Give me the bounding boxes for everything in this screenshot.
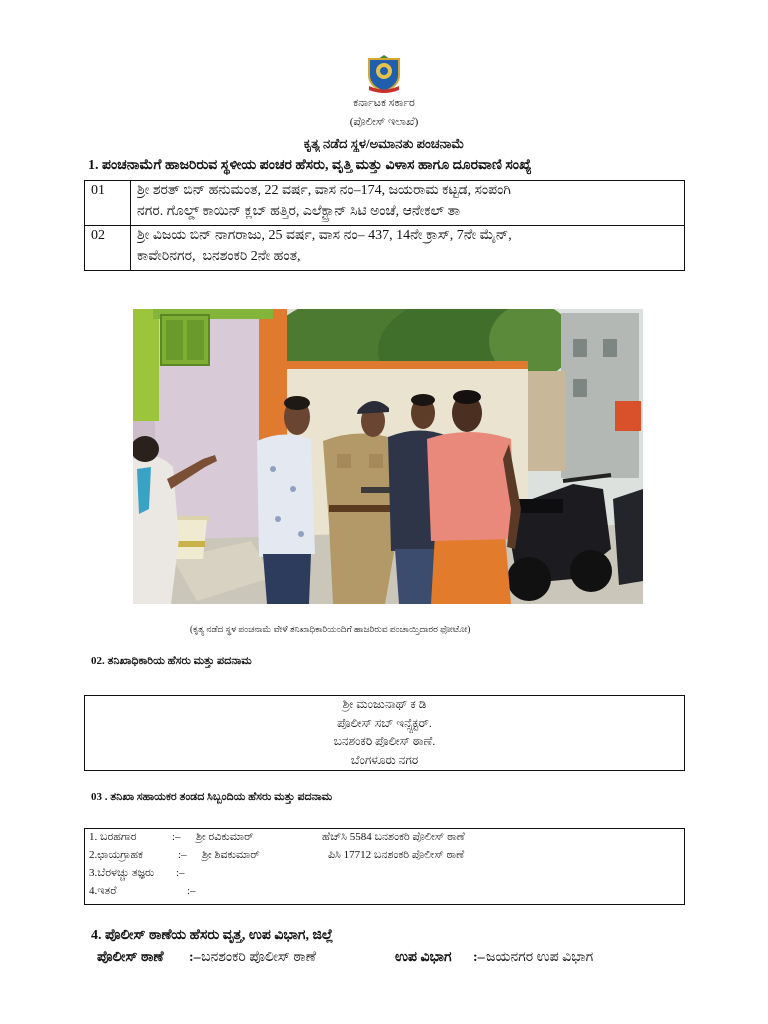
karnataka-police-emblem-icon	[364, 54, 404, 96]
photo-man-lungi	[431, 534, 511, 604]
staff-role: 2.ಛಾಯಗ್ರಾಹಕ	[89, 849, 143, 861]
section3-heading: 03 . ತನಿಖಾ ಸಹಾಯಕರ ತಂಡದ ಸಿಬ್ಬಂದಿಯ ಹೆಸರು ಮತ್ತು ಪದನಾಮ	[91, 791, 333, 803]
witness-details-line: ಶ್ರೀ ಶರತ್ ಬಿನ್ ಹನುಮಂತ, 22 ವರ್ಷ, ವಾಸ ನಂ–174, ಜಯರಾಮ ಕಟ್ಟಡ, ಸಂಪಂಗಿ	[137, 183, 511, 198]
station-separator: :–	[189, 950, 201, 965]
section2-heading: 02. ತನಿಖಾಧಿಕಾರಿಯ ಹೆಸರು ಮತ್ತು ಪದನಾಮ	[91, 655, 252, 667]
station-details-line	[97, 948, 697, 967]
photo-green-building	[133, 309, 159, 421]
staff-designation: ಪಿಸಿ 17712 ಬನಶಂಕರಿ ಪೊಲೀಸ್ ಠಾಣೆ	[328, 849, 465, 861]
witness-details-line: ನಗರ. ಗೊಲ್ಡ್ ಕಾಯಿನ್ ಕ್ಲಬ್ ಹತ್ತಿರ, ಎಲೆಕ್ಟ್ರಾನ್ ಸಿಟಿ ಅಂಚೆ, ಆನೇಕಲ್ ತಾ	[137, 204, 461, 219]
subdivision-label: ಉಪ ವಿಭಾಗ	[395, 950, 452, 965]
staff-name: ಶ್ರೀ ರವಿಕುಮಾರ್	[196, 831, 254, 843]
photo-woman-saree-border	[137, 467, 151, 514]
witness-details	[131, 181, 684, 225]
station-label: ಪೊಲೀಸ್ ಠಾಣೆ	[97, 950, 164, 965]
investigating-officer-box	[84, 695, 685, 771]
government-name: ಕರ್ನಾಟಕ ಸರ್ಕಾರ	[353, 97, 415, 109]
station-value: ಬನಶಂಕರಿ ಪೊಲೀಸ್ ಠಾಣೆ	[201, 950, 316, 965]
subdivision-separator: :–	[473, 950, 485, 965]
photo-caption: (ಕೃತ್ಯ ನಡೆದ ಸ್ಥಳ ಪಂಚನಾಮೆ ವೇಳೆ ತನಿಖಾಧಿಕಾರಿಯಂದಿಗೆ ಹಾಜರಿರುವ ಪಂಚಾಯ್ತಿದಾರರ ಫೋಟೋ)	[190, 624, 471, 634]
photo-wall-coping	[283, 361, 528, 369]
staff-separator: :–	[178, 849, 187, 861]
witness-details-line: ಕಾವೇರಿನಗರ, ಬನಶಂಕರಿ 2ನೇ ಹಂತ,	[137, 249, 301, 264]
photo-window-pane	[166, 320, 183, 360]
photo-window-pane	[187, 320, 204, 360]
photo-shirt-print	[290, 486, 296, 492]
staff-role: 3.ಬೆರಳಚ್ಚು ತಜ್ಞರು	[89, 867, 155, 879]
officer-station: ಬನಶಂಕರಿ ಪೊಲೀಸ್ ಠಾಣೆ.	[333, 734, 436, 748]
staff-row	[89, 883, 684, 901]
staff-row	[89, 865, 684, 883]
photo-building-window	[573, 379, 587, 397]
photo-building-window	[603, 339, 617, 357]
photo-police-belt	[329, 505, 397, 512]
photo-man-jeans	[263, 554, 311, 604]
photo-man-pink-shirt	[427, 432, 515, 541]
officer-name: ಶ್ರೀ ಮಂಜುನಾಥ್ ಕ ಡಿ	[342, 697, 427, 711]
photo-man-hair	[411, 394, 435, 406]
photo-right-building	[561, 313, 639, 478]
staff-role: 1. ಬರಹಗಾರ	[89, 831, 137, 843]
row-number: 01	[85, 181, 131, 225]
staff-separator: :–	[187, 885, 196, 897]
table-row	[85, 226, 684, 270]
staff-designation: ಹೆಚ್‌ಸಿ 5584 ಬನಶಂಕರಿ ಪೊಲೀಸ್ ಠಾಣೆ	[322, 831, 465, 843]
photo-police-uniform	[323, 433, 399, 604]
panch-witness-table	[84, 180, 685, 271]
witness-details	[131, 226, 684, 270]
officer-city: ಬೆಂಗಳೂರು ನಗರ	[350, 752, 419, 767]
photo-bucket-stripe	[174, 541, 205, 547]
photo-man-hair	[284, 396, 310, 410]
section4-heading: 4. ಪೊಲೀಸ್ ಠಾಣೆಯ ಹೆಸರು ವೃತ್ತ, ಉಪ ವಿಭಾಗ, ಜಿಲ್ಲೆ	[91, 928, 334, 943]
staff-row	[89, 829, 684, 847]
officer-designation: ಪೊಲೀಸ್ ಸಬ್ ಇನ್ಸ್ಪೆಕ್ಟರ್.	[337, 715, 432, 730]
photo-building-window	[573, 339, 587, 357]
photo-man-hair	[453, 390, 481, 404]
staff-row	[89, 847, 684, 865]
document-title: ಕೃತ್ಯ ನಡೆದ ಸ್ಥಳ/ಅಮಾನತು ಪಂಚನಾಮೆ	[303, 136, 465, 151]
row-number: 02	[85, 226, 131, 270]
photo-police-pocket	[337, 454, 351, 468]
photo-police-pocket	[369, 454, 383, 468]
assistant-team-box	[84, 828, 685, 905]
photo-motorbike-wheel	[570, 550, 612, 592]
photo-shirt-print	[275, 516, 281, 522]
witness-details-line: ಶ್ರೀ ವಿಜಯ ಬಿನ್ ನಾಗರಾಜು, 25 ವರ್ಷ, ವಾಸ ನಂ– 437, 14ನೇ ಕ್ರಾಸ್, 7ನೇ ಮೈನ್,	[137, 228, 512, 243]
table-row	[85, 181, 684, 226]
subdivision-value: ಜಯನಗರ ಉಪ ವಿಭಾಗ	[486, 950, 594, 965]
staff-role: 4.ಇತರೆ	[89, 885, 117, 897]
photo-distant-house	[525, 371, 565, 471]
scene-photo	[133, 309, 643, 604]
department-name: (ಪೊಲೀಸ್ ಇಲಾಖೆ)	[349, 116, 419, 128]
photo-shirt-print	[298, 531, 304, 537]
photo-man-white-shirt	[257, 434, 315, 557]
emblem-seal-center	[380, 67, 388, 75]
staff-name: ಶ್ರೀ ಶಿವಕುಮಾರ್	[202, 849, 260, 861]
section1-heading: 1. ಪಂಚನಾಮೆಗೆ ಹಾಜರಿರುವ ಸ್ಥಳೀಯ ಪಂಚರ ಹೆಸರು, ವೃತ್ತಿ ಮತ್ತು ವಿಳಾಸ ಹಾಗೂ ದೂರವಾಣಿ ಸಂಖ್ಯೆ	[88, 158, 532, 173]
photo-shop-sign	[615, 401, 641, 431]
staff-separator: :–	[172, 831, 181, 843]
staff-separator: :–	[176, 867, 185, 879]
photo-motorbike-wheel	[507, 557, 551, 601]
photo-shirt-print	[270, 466, 276, 472]
